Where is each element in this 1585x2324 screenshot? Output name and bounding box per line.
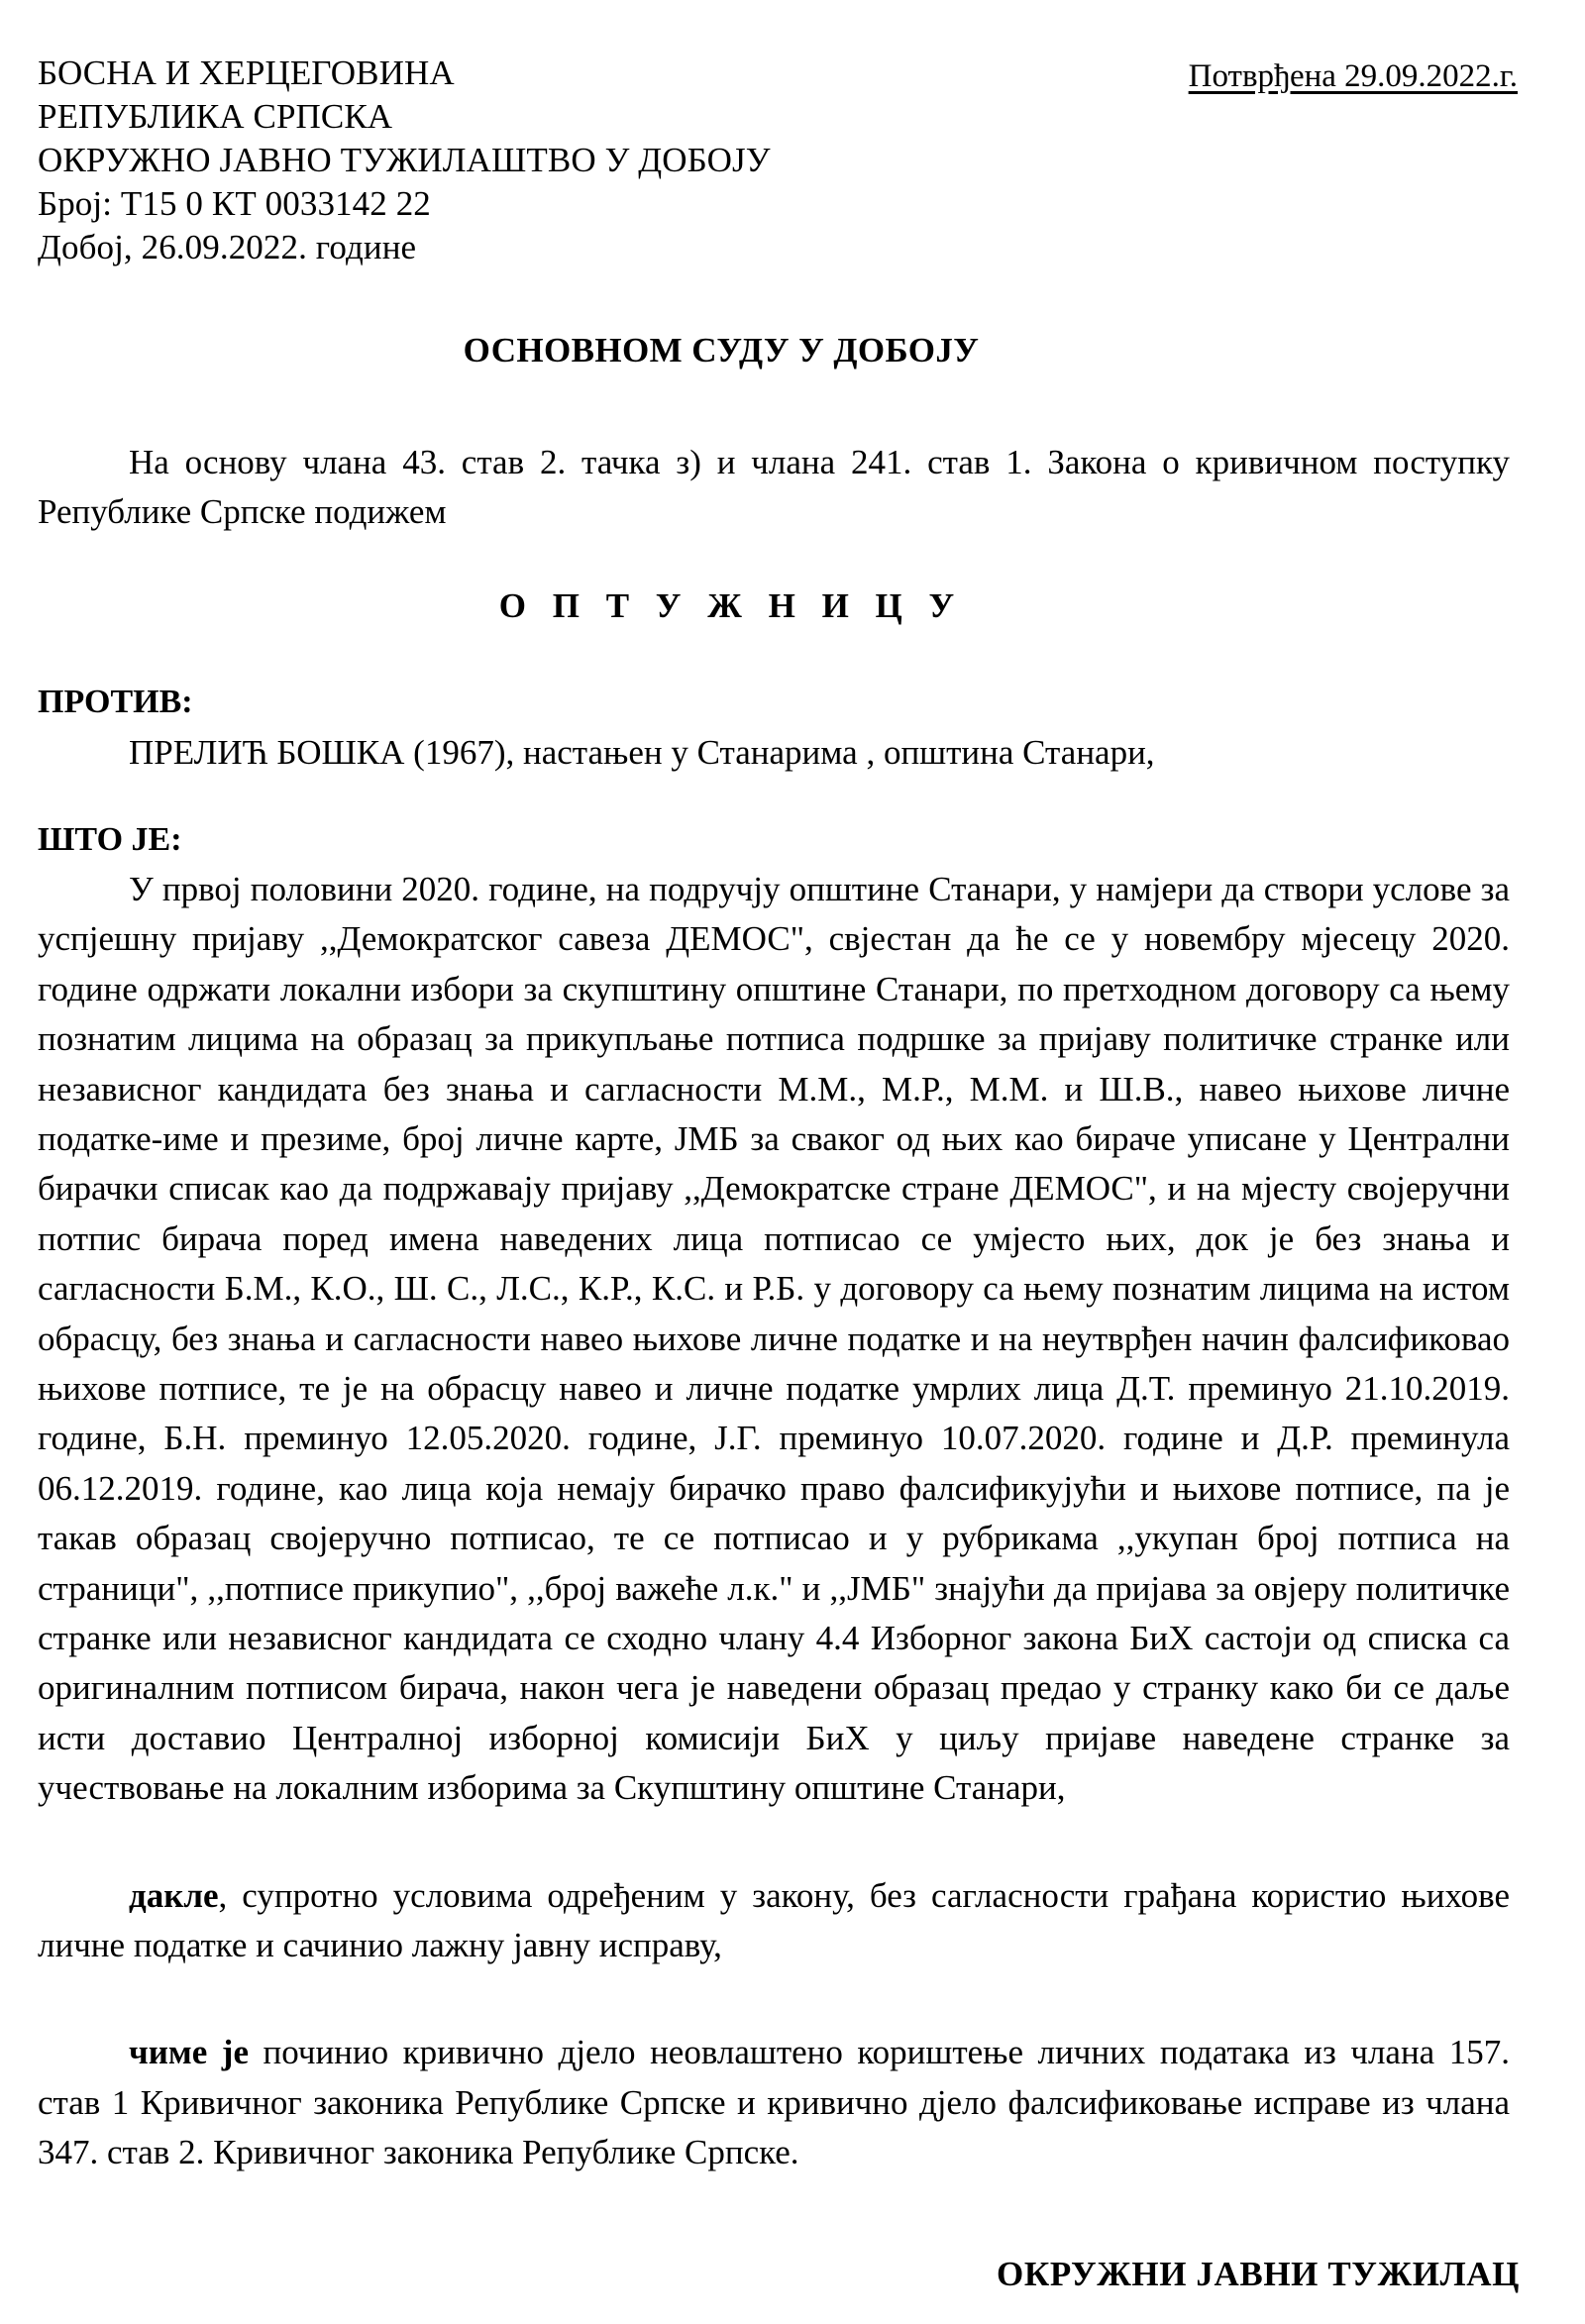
dakle-paragraph [38,1871,1524,1971]
header-line-country: БОСНА И ХЕРЦЕГОВИНА [38,53,455,92]
header-line-case-number: Број: Т15 0 КТ 0033142 22 [38,184,431,224]
dakle-lead: дакле [129,1875,219,1915]
court-addressee: ОСНОВНОМ СУДУ У ДОБОЈУ [463,331,980,370]
legal-basis-paragraph: На основу члана 43. став 2. тачка з) и члана 241. став 1. Закона о кривичном поступку Републике Српске подижем [38,443,1510,532]
accused-person: ПРЕЛИЋ БОШКА (1967), настањен у Станарима , општина Станари, [129,732,1155,772]
document-type-heading: О П Т У Ж Н И Ц У [498,585,964,625]
header-line-entity: РЕПУБЛИКА СРПСКА [38,97,393,137]
header-line-place-date: Добој, 26.09.2022. године [38,228,417,267]
cime-je-paragraph [38,2028,1524,2177]
issuing-authority-block [38,52,771,269]
document-header [38,52,1524,269]
header-line-office: ОКРУЖНО ЈАВНО ТУЖИЛАШТВО У ДОБОЈУ [38,141,771,180]
signature-title: ОКРУЖНИ ЈАВНИ ТУЖИЛАЦ [997,2255,1520,2294]
charge-body: У првој половини 2020. године, на подручју општине Станари, у намјери да створи услове за успјешну пријаву ,,Демократског савеза ДЕМОС", свјестан да ће се у новембру мјесецу 2020. године одржати локални избори за скупштину општине Станари, по претходном договору са њему познатим лицима на образац за прикупљање потписа подршке за пријаву политичке странке или независног кандидата без знања и сагласности М.М., М.Р., М.М. и Ш.В., навео њихове личне податке-име и презиме, број личне карте, ЈМБ за сваког од њих као бираче уписане у Централни бирачки списак као да подржавају пријаву ,,Демократске стране ДЕМОС", и на мјесту својеручни потпис бирача поред имена наведених лица потписао се умјесто њих, док је без знања и сагласности Б.М., К.О., Ш. С., Л.С., К.Р., К.С. и Р.Б. у договору са њему познатим лицима на истом обрасцу, без знања и сагласности навео њихове личне податке и на неутврђен начин фалсификовао њихове потписе, те је на обрасцу навео и личне податке умрлих лица Д.Т. преминуо 21.10.2019. године, Б.Н. преминуо 12.05.2020. године, Ј.Г. преминуо 10.07.2020. године и Д.Р. преминула 06.12.2019. године, као лица која немају бирачко право фалсификујући и њихове потписе, па је такав образац својеручно потписао, те се потписао и у рубрикама ,,укупан број потписа на страници", ,,потписе прикупио", ,,број важеће л.к." и ,,ЈМБ" знајући да пријава за овјеру политичке странке или независног кандидата се сходно члану 4.4 Изборног закона БиХ састоји од списка са оригиналним потписом бирача, након чега је наведени образац предао у странку како би се даље исти доставио Централној изборној комисији БиХ у циљу пријаве наведене странке за учествовање на локалним изборима за Скупштину општине Станари, [38,870,1510,1808]
dakle-text: , супротно условима одређеним у закону, без сагласности грађана користио њихове личне податке и сачинио лажну јавну исправу, [38,1875,1510,1964]
cime-je-lead: чиме је [129,2033,249,2072]
against-label: ПРОТИВ: [38,683,193,720]
cime-je-text: починио кривично дјело неовлаштено кориштење личних података из члана 157. став 1 Кривичног законика Републике Српске и кривично дјело фалсификовање исправе из члана 347. став 2. Кривичног законика Републике Српске. [38,2033,1510,2172]
confirmation-stamp: Потврђена 29.09.2022.г. [1188,58,1518,94]
charge-label: ШТО ЈЕ: [38,821,182,859]
